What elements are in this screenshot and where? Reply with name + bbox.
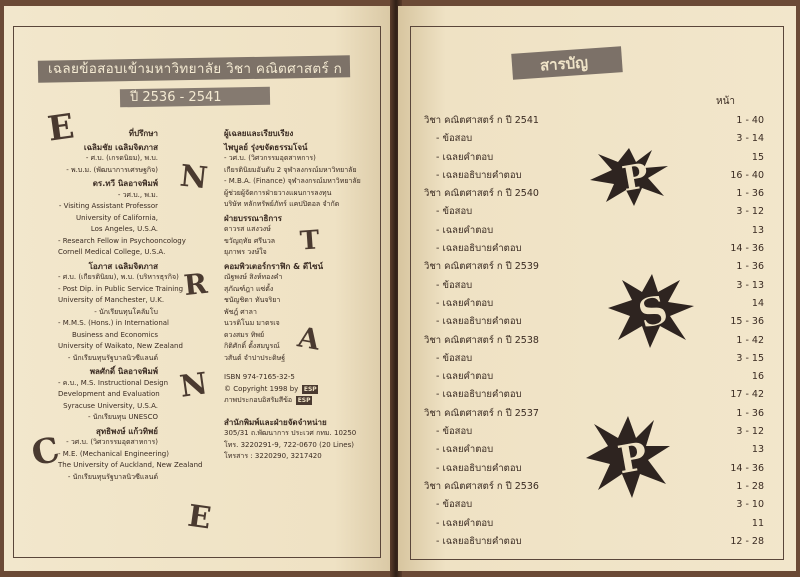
editor-name: ดาวรส แสงวงษ์ [224, 225, 271, 233]
toc-item-row[interactable]: - เฉลยอธิบายคำตอบ 17 - 42 [424, 386, 764, 404]
splat-letter: P [614, 432, 651, 483]
toc-item-pages: 3 - 10 [736, 499, 764, 511]
esp-logo-icon: ESP [303, 385, 317, 393]
toc-item-label: เฉลยคำตอบ [442, 297, 494, 309]
photo-credit: ภาพประกอบอิสรัมสีข้อ [224, 396, 293, 404]
toc-item-pages: 3 - 14 [736, 133, 764, 145]
toc-item-label: ข้อสอบ [442, 426, 473, 438]
splat-letter: S [633, 285, 674, 339]
big-letter-n2: N [177, 366, 210, 405]
toc-section-title: วิชา คณิตศาสตร์ ก ปี 2540 [424, 188, 539, 200]
toc-item-label: ข้อสอบ [442, 499, 473, 511]
toc-item-pages: 3 - 13 [736, 279, 764, 291]
toc-item-pages: 15 [751, 151, 764, 163]
toc-section-pages: 1 - 28 [736, 480, 764, 492]
toc-section-row[interactable] [424, 112, 764, 130]
page-column-header: หน้า [716, 96, 736, 107]
toc-item-row[interactable]: - เฉลยคำตอบ 11 [424, 515, 764, 533]
toc-item-label: เฉลยคำตอบ [442, 224, 494, 236]
advisor-3: โอภาส เฉลิมจิตภาส - ศ.บ. (เกียรตินิยม), พ.บ. (บริหารธุรกิจ) - Post Dip. in Public Service Training University of Manchester, U.K. - นักเรียนทุนโคลัมโบ - M.M.S. (Hons.) in International Business and Economics University of Waikato, New Zealand - นักเรียนทุนรัฐบาลนิวซีแลนด์ [58, 261, 184, 362]
toc-section-row[interactable] [424, 258, 764, 276]
toc-item-row[interactable]: - เฉลยคำตอบ 14 [424, 295, 764, 313]
toc-item-label: เฉลยคำตอบ [442, 151, 494, 163]
contents-title: สารบัญ [539, 53, 589, 75]
splat-p-icon-2 [582, 412, 672, 502]
big-letter-a: A [295, 320, 323, 357]
office-heading: สำนักพิมพ์และฝ่ายจัดจำหน่าย [224, 417, 327, 427]
copyright-text: © Copyright 1998 by [224, 384, 299, 393]
toc-item-pages: 13 [751, 224, 764, 236]
graphics-name: สุภัณฑ์ฎา แซ่ตั้ง [224, 284, 274, 293]
toc-item-label: ข้อสอบ [442, 352, 473, 364]
graphics-name: ณัฐพงษ์ สิงห์ทองคำ [224, 273, 283, 281]
graphics-name: วสันต์ จำปาประดิษฐ์ [224, 353, 286, 362]
toc-section-title: วิชา คณิตศาสตร์ ก ปี 2539 [424, 261, 539, 273]
authors-heading: ผู้เฉลยและเรียบเรียง [224, 129, 294, 138]
toc-item-label: เฉลยอธิบายคำตอบ [442, 462, 522, 474]
toc-item-label: เฉลยอธิบายคำตอบ [442, 389, 522, 401]
toc-item-row[interactable]: - ข้อสอบ 3 - 12 [424, 423, 764, 441]
toc-item-pages: 3 - 12 [736, 426, 764, 438]
toc-item-row[interactable]: - ข้อสอบ 3 - 10 [424, 496, 764, 514]
toc-item-pages: 15 - 36 [730, 316, 764, 328]
big-letter-c: C [28, 429, 63, 475]
big-letter-e1: E [45, 106, 77, 150]
big-letter-t: T [298, 225, 321, 257]
graphics-name: ชนัญชิดา ทันจริยา [224, 296, 281, 304]
toc-item-label: เฉลยคำตอบ [442, 517, 494, 529]
author-name: ไพบูลย์ รุ่งขจัดธรรมโจน์ [224, 142, 308, 152]
toc-section-title: วิชา คณิตศาสตร์ ก ปี 2538 [424, 334, 539, 346]
toc-item-row[interactable]: - ข้อสอบ 3 - 14 [424, 130, 764, 148]
toc-item-label: เฉลยอธิบายคำตอบ [442, 243, 522, 255]
toc-item-row[interactable]: - เฉลยคำตอบ 13 [424, 222, 764, 240]
credits-column: ผู้เฉลยและเรียบเรียง ไพบูลย์ รุ่งขจัดธรรมโจน์ - วศ.บ. (วิศวกรรมอุตสาหการ) เกียรตินิยมอันดับ 2 จุฬาลงกรณ์มหาวิทยาลัย - M.B.A. (Finance) จุฬาลงกรณ์มหาวิทยาลัย ผู้ช่วยผู้จัดการฝ่ายวางแผนการลงทุน บริษัท หลักทรัพย์ภัทร์ แคปปิตอล จำกัด ฝ่ายบรรณาธิการ ดาวรส แสงวงษ์ ขวัญฤทัย ศรีนวล ยุภาพร วงษ์ใจ คอมพิวเตอร์กราฟิก & ดีไซน์ ณัฐพงษ์ สิงห์ทองคำ สุภัณฑ์ฎา แซ่ตั้ง ชนัญชิดา ทันจริยา พัชฎ์ ศาลา นวรดิโนม มาตรเจ ดวงสมร ทิพย์ กิติศักดิ์ ตั้งสมบูรณ์ วสันต์ จำปาประดิษฐ์ ISBN 974-7165-32-5 © Copyright 1998 by ESP ภาพประกอบอิสรัมสีข้อ ESP สำนักพิมพ์และฝ่ายจัดจำหน่าย 305/31 ถ.พัฒนาการ ประเวศ กทม. 10250 โทร. 3220291-9, 722-0670 (20 Lines) โทรสาร : 3220290, 3217420 [224, 126, 374, 463]
toc-item-pages: 13 [751, 444, 764, 456]
toc-item-row[interactable]: - ข้อสอบ 3 - 15 [424, 350, 764, 368]
toc-item-pages: 14 - 36 [730, 462, 764, 474]
toc-item-label: เฉลยคำตอบ [442, 444, 494, 456]
graphics-name: พัชฎ์ ศาลา [224, 307, 257, 316]
toc-item-row[interactable]: - เฉลยอธิบายคำตอบ 16 - 40 [424, 167, 764, 185]
splat-s-icon [604, 268, 698, 352]
advisor-2: ดร.ทวี นิลอาจพิมพ์ - วศ.บ., พ.ม. - Visiting Assistant Professor University of California, Los Angeles, U.S.A. - Research Fellow in Psychooncology Cornell Medical College, U.S.A. [58, 179, 186, 256]
editors-heading: ฝ่ายบรรณาธิการ [224, 213, 282, 223]
photo-credit-line [224, 395, 374, 407]
splat-letter: P [619, 156, 652, 200]
toc-item-row[interactable]: - ข้อสอบ 3 - 12 [424, 203, 764, 221]
copyright-line [224, 384, 374, 396]
toc-item-label: เฉลยอธิบายคำตอบ [442, 535, 522, 547]
toc-section-pages: 1 - 36 [736, 188, 764, 200]
toc-item-pages: 17 - 42 [730, 389, 764, 401]
book-title: เฉลยข้อสอบเข้ามหาวิทยาลัย วิชา คณิตศาสตร์ ก [48, 61, 343, 77]
toc-section-title: วิชา คณิตศาสตร์ ก ปี 2536 [424, 480, 539, 492]
toc-item-row[interactable]: - ข้อสอบ 3 - 13 [424, 277, 764, 295]
toc-section-pages: 1 - 42 [736, 334, 764, 346]
editor-name: ยุภาพร วงษ์ใจ [224, 248, 267, 256]
toc-section-pages: 1 - 36 [736, 407, 764, 419]
toc-item-row[interactable]: - เฉลยอธิบายคำตอบ 14 - 36 [424, 240, 764, 258]
toc-section-title: วิชา คณิตศาสตร์ ก ปี 2537 [424, 407, 539, 419]
advisors-heading: ที่ปรึกษา [128, 129, 158, 138]
graphics-heading: คอมพิวเตอร์กราฟิก & ดีไซน์ [224, 261, 324, 271]
toc-item-pages: 3 - 15 [736, 352, 764, 364]
toc-item-label: ข้อสอบ [442, 133, 473, 145]
toc-section-pages: 1 - 36 [736, 261, 764, 273]
graphics-name: ดวงสมร ทิพย์ [224, 330, 265, 339]
splat-p-icon-1 [584, 140, 674, 210]
esp-logo-icon: ESP [297, 397, 311, 405]
toc-item-row[interactable]: - เฉลยอธิบายคำตอบ 15 - 36 [424, 313, 764, 331]
toc-item-pages: 16 - 40 [730, 169, 764, 181]
toc-item-pages: 12 - 28 [730, 535, 764, 547]
toc-item-pages: 14 - 36 [730, 243, 764, 255]
toc-item-pages: 16 [751, 371, 764, 383]
big-letter-n1: N [178, 158, 210, 197]
toc-item-pages: 3 - 12 [736, 206, 764, 218]
big-letter-e2: E [185, 498, 214, 537]
toc-item-label: เฉลยอธิบายคำตอบ [442, 169, 522, 181]
big-letter-r: R [182, 266, 209, 303]
toc-section-title: วิชา คณิตศาสตร์ ก ปี 2541 [424, 115, 539, 126]
toc-section-pages: 1 - 40 [736, 115, 764, 126]
toc-item-row[interactable]: - เฉลยคำตอบ 15 [424, 149, 764, 167]
office-phone: โทร. 3220291-9, 722-0670 (20 Lines) [224, 440, 354, 449]
toc-item-label: ข้อสอบ [442, 206, 473, 218]
advisor-5: สุทธิพงษ์ แก้วทิพย์ - วศ.บ. (วิศวกรรมอุตสาหการ) - M.E. (Mechanical Engineering) The University of Auckland, New Zealand - นักเรียนทุนรัฐบาลนิวซีแลนด์ [58, 426, 203, 481]
book-years: ปี 2536 - 2541 [130, 90, 222, 105]
office-fax: โทรสาร : 3220290, 3217420 [224, 452, 322, 460]
advisors-column [58, 126, 203, 483]
toc-item-label: ข้อสอบ [442, 279, 473, 291]
toc-item-row[interactable]: - เฉลยอธิบายคำตอบ 12 - 28 [424, 533, 764, 551]
editor-name: ขวัญฤทัย ศรีนวล [224, 236, 276, 245]
toc-item-row[interactable]: - เฉลยคำตอบ 13 [424, 441, 764, 459]
office-address: 305/31 ถ.พัฒนาการ ประเวศ กทม. 10250 [224, 429, 357, 437]
toc-item-label: เฉลยอธิบายคำตอบ [442, 316, 522, 328]
toc-section-row[interactable] [424, 332, 764, 350]
toc-item-pages: 11 [751, 517, 764, 529]
graphics-name: กิติศักดิ์ ตั้งสมบูรณ์ [224, 342, 280, 350]
advisor-1: เฉลิมชัย เฉลิมจิตภาส - ศ.บ. (เกรดนิยม), พ.บ. - พ.บ.ม. (พัฒนาการเศรษฐกิจ) [66, 142, 158, 174]
toc-item-label: เฉลยคำตอบ [442, 371, 494, 383]
graphics-name: นวรดิโนม มาตรเจ [224, 319, 280, 327]
advisor-4: พลศักดิ์ นิลอาจพิมพ์ - ค.บ., M.S. Instructional Design Development and Evaluation Syracuse University, U.S.A. - นักเรียนทุน UNESCO [58, 367, 169, 421]
toc-item-row[interactable]: - เฉลยคำตอบ 16 [424, 368, 764, 386]
toc-item-pages: 14 [751, 297, 764, 309]
isbn: ISBN 974-7165-32-5 [224, 373, 295, 381]
toc-item-row[interactable]: - เฉลยอธิบายคำตอบ 14 - 36 [424, 460, 764, 478]
